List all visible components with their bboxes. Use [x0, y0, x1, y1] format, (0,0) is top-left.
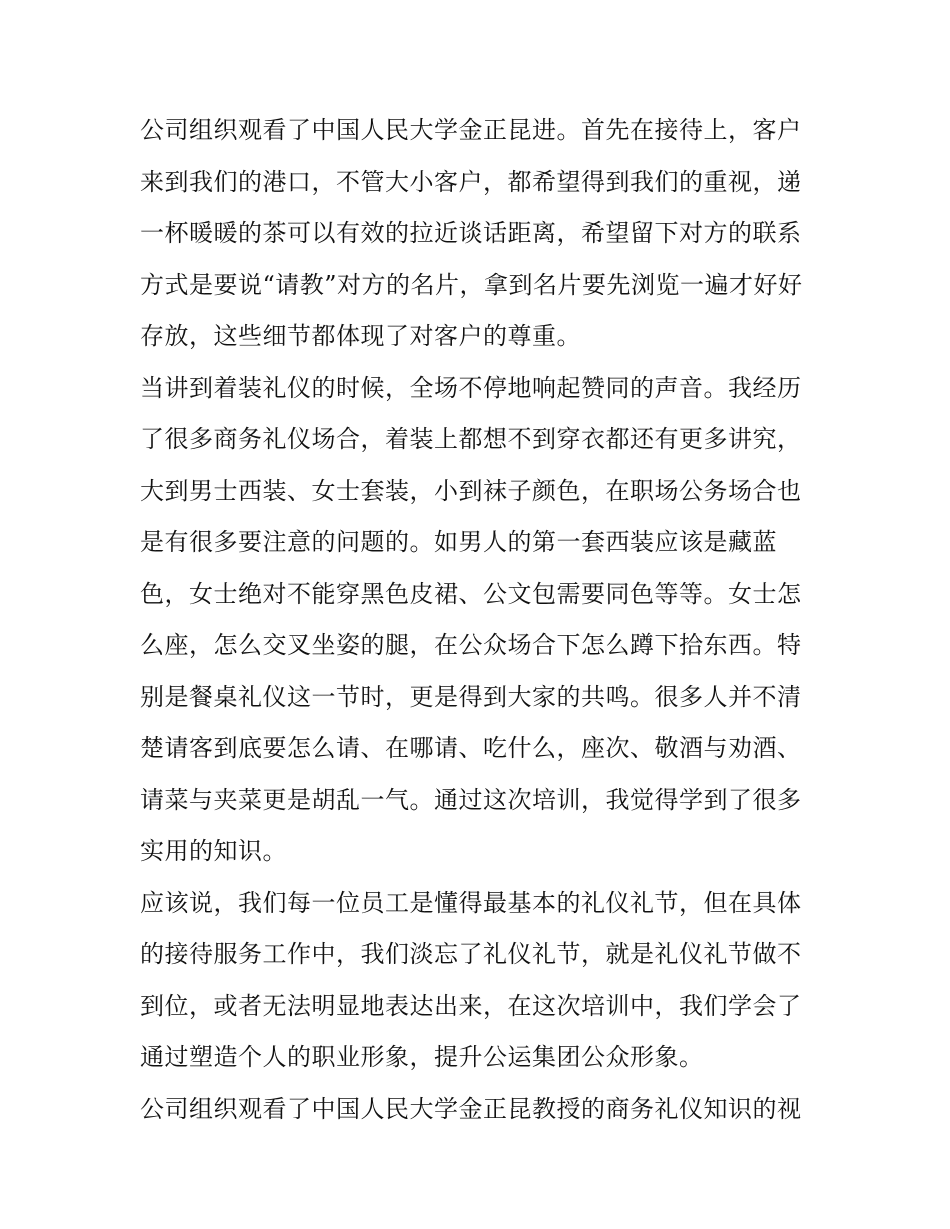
text-line: 大到男士西装、女士套装，小到袜子颜色，在职场公务场合也 [140, 476, 802, 505]
text-line: 当讲到着装礼仪的时候，全场不停地响起赞同的声音。我经历 [140, 373, 802, 402]
text-line: 公司组织观看了中国人民大学金正昆教授的商务礼仪知识的视 [140, 1094, 802, 1123]
text-line: 一杯暖暖的茶可以有效的拉近谈话距离，希望留下对方的联系 [140, 219, 802, 247]
text-line: 楚请客到底要怎么请、在哪请、吃什么，座次、敬酒与劝酒、 [140, 734, 802, 762]
text-line: 存放，这些细节都体现了对客户的尊重。 [140, 322, 581, 350]
text-line: 公司组织观看了中国人民大学金正昆进。首先在接待上，客户 [140, 116, 802, 144]
text-line: 方式是要说“请教”对方的名片，拿到名片要先浏览一遍才好好 [140, 270, 803, 299]
text-line: 实用的知识。 [140, 837, 287, 865]
text-line: 别是餐桌礼仪这一节时，更是得到大家的共鸣。很多人并不清 [140, 682, 802, 711]
text-line: 么座，怎么交叉坐姿的腿，在公众场合下怎么蹲下拾东西。特 [140, 631, 802, 659]
text-line: 的接待服务工作中，我们淡忘了礼仪礼节，就是礼仪礼节做不 [140, 940, 802, 968]
text-line: 来到我们的港口，不管大小客户，都希望得到我们的重视，递 [140, 167, 802, 196]
text-line: 通过塑造个人的职业形象，提升公运集团公众形象。 [140, 1043, 704, 1071]
text-line: 是有很多要注意的问题的。如男人的第一套西装应该是藏蓝 [140, 528, 777, 556]
text-line: 色，女士绝对不能穿黑色皮裙、公文包需要同色等等。女士怎 [140, 579, 802, 608]
text-line: 请菜与夹菜更是胡乱一气。通过这次培训，我觉得学到了很多 [140, 785, 802, 814]
document-body [140, 105, 820, 1135]
text-line: 应该说，我们每一位员工是懂得最基本的礼仪礼节，但在具体 [140, 888, 802, 917]
text-line: 到位，或者无法明显地表达出来，在这次培训中，我们学会了 [140, 991, 802, 1020]
text-line: 了很多商务礼仪场合，着装上都想不到穿衣都还有更多讲究， [140, 425, 802, 453]
